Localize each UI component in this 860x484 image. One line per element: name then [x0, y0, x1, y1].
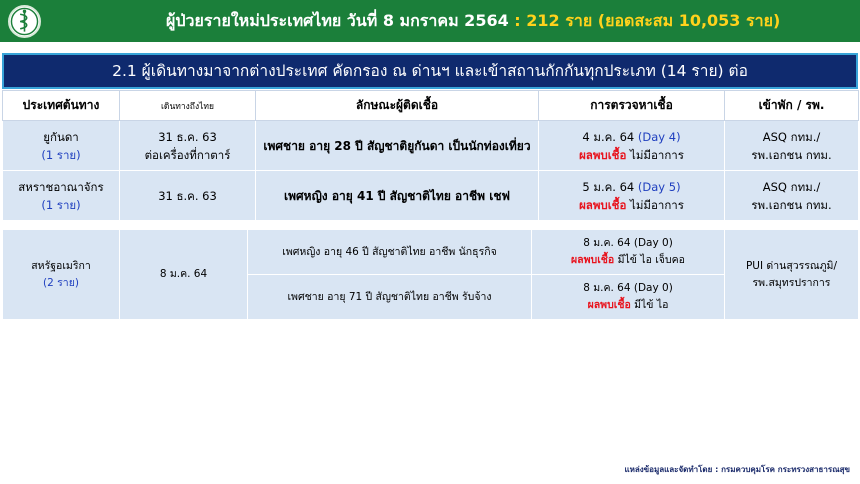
test-date: 8 ม.ค. 64 (Day 0) — [583, 282, 673, 294]
test-date: 8 ม.ค. 64 (Day 0) — [583, 237, 673, 249]
test-cell — [539, 171, 725, 221]
stay-line-1: PUI ด่านสุวรรณภูมิ/ — [745, 259, 838, 272]
col-profile: ลักษณะผู้ติดเชื้อ — [256, 91, 539, 121]
title-date: ผู้ป่วยรายใหม่ประเทศไทย วันที่ 8 มกราคม 2564 — [166, 11, 509, 30]
title-separator: : — [508, 11, 527, 30]
arrival-note: ต่อเครื่องที่กาตาร์ — [144, 147, 231, 162]
profile-cell: เพศหญิง อายุ 41 ปี สัญชาติไทย อาชีพ เชฟ — [256, 171, 539, 221]
col-arrival: เดินทางถึงไทย — [120, 91, 256, 121]
cases-table — [2, 90, 859, 221]
table-header-row — [3, 91, 859, 121]
origin-cell — [3, 171, 120, 221]
case-count: (2 ราย) — [43, 276, 79, 289]
test-cell — [539, 121, 725, 171]
symptom-text: ไม่มีอาการ — [630, 197, 684, 212]
arrival-date: 8 ม.ค. 64 — [120, 230, 248, 320]
table-row — [3, 121, 859, 171]
stay-cell — [725, 230, 859, 320]
test-cell — [532, 275, 725, 320]
section-banner — [2, 53, 858, 89]
symptom-text: มีไข้ ไอ เจ็บคอ — [614, 254, 685, 266]
page-title — [166, 8, 780, 34]
result-positive: ผลพบเชื้อ — [571, 254, 615, 266]
ministry-logo-icon — [8, 5, 41, 38]
profile-cell: เพศชาย อายุ 28 ปี สัญชาติยูกันดา เป็นนักท่องเที่ยว — [256, 121, 539, 171]
table-row — [3, 171, 859, 221]
origin-cell — [3, 121, 120, 171]
country-name: สหรัฐอเมริกา — [31, 259, 91, 272]
symptom-text: มีไข้ ไอ — [630, 299, 669, 311]
stay-line-1: ASQ กทม./ — [762, 129, 821, 144]
header-bar — [0, 0, 860, 42]
source-footer: แหล่งข้อมูลและจัดทำโดย : กรมควบคุมโรค กระทรวงสาธารณสุข — [624, 465, 850, 474]
test-cell — [532, 230, 725, 275]
table-row — [3, 230, 859, 275]
stay-line-2: รพ.เอกชน กทม. — [751, 147, 832, 162]
arrival-date: 31 ธ.ค. 63 — [158, 188, 217, 203]
stay-line-2: รพ.เอกชน กทม. — [751, 197, 832, 212]
profile-cell: เพศชาย อายุ 71 ปี สัญชาติไทย อาชีพ รับจ้าง — [248, 275, 532, 320]
stay-cell — [725, 171, 859, 221]
case-count: (1 ราย) — [41, 147, 81, 162]
title-case-count: 212 ราย (ยอดสะสม 10,053 ราย) — [526, 11, 781, 30]
stay-line-1: ASQ กทม./ — [762, 179, 821, 194]
arrival-date: 31 ธ.ค. 63 — [158, 129, 217, 144]
arrival-cell — [120, 121, 256, 171]
col-stay: เข้าพัก / รพ. — [725, 91, 859, 121]
country-name: สหราชอาณาจักร — [18, 179, 104, 194]
symptom-text: ไม่มีอาการ — [630, 147, 684, 162]
section-title: 2.1 ผู้เดินทางมาจากต่างประเทศ คัดกรอง ณ ด่านฯ และเข้าสถานกักกันทุกประเภท (14 ราย) ต่อ — [112, 62, 748, 80]
result-positive: ผลพบเชื้อ — [587, 299, 631, 311]
country-name: ยูกันดา — [43, 129, 79, 144]
profile-cell: เพศหญิง อายุ 46 ปี สัญชาติไทย อาชีพ นักธุรกิจ — [248, 230, 532, 275]
test-day: (Day 5) — [637, 179, 681, 194]
test-day: (Day 4) — [637, 129, 681, 144]
col-origin: ประเทศต้นทาง — [3, 91, 120, 121]
test-date: 4 ม.ค. 64 — [582, 129, 635, 144]
arrival-cell — [120, 171, 256, 221]
origin-cell — [3, 230, 120, 320]
usa-cases-table — [2, 229, 859, 320]
stay-cell — [725, 121, 859, 171]
result-positive: ผลพบเชื้อ — [579, 197, 627, 212]
case-count: (1 ราย) — [41, 197, 81, 212]
stay-line-2: รพ.สมุทรปราการ — [752, 276, 831, 289]
result-positive: ผลพบเชื้อ — [579, 147, 627, 162]
test-date: 5 ม.ค. 64 — [582, 179, 635, 194]
col-test: การตรวจหาเชื้อ — [539, 91, 725, 121]
